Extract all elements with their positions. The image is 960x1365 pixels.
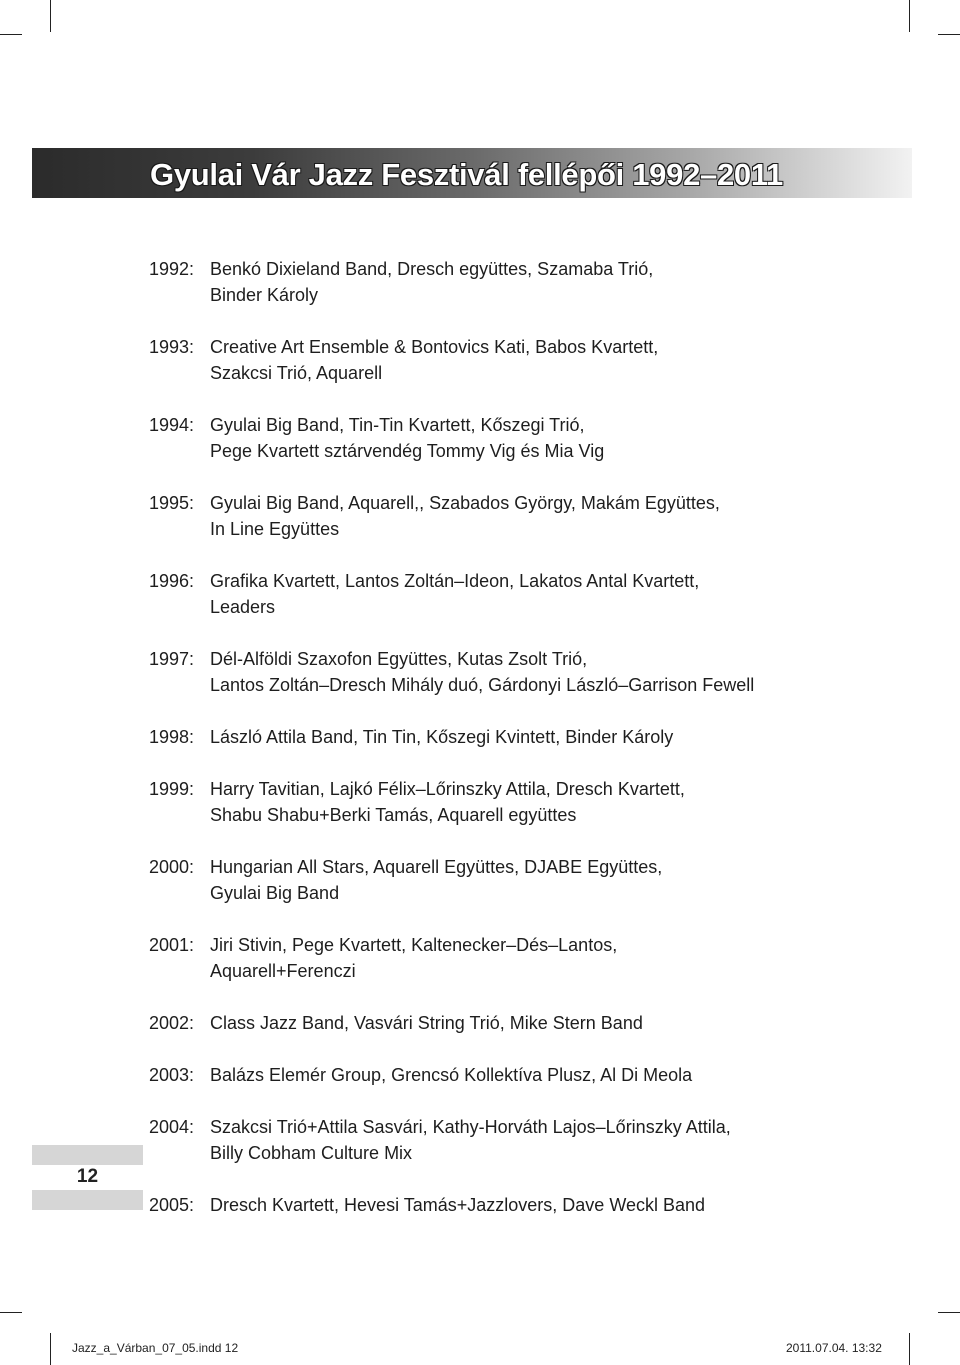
entry-year: 2002: xyxy=(149,1013,195,1033)
year-entry xyxy=(149,490,929,542)
crop-mark-top-left-vertical xyxy=(50,0,51,32)
entry-line: Jiri Stivin, Pege Kvartett, Kaltenecker–Dés–Lantos, xyxy=(210,935,618,955)
entry-line: Hungarian All Stars, Aquarell Együttes, DJABE Együttes, xyxy=(210,857,663,877)
entry-line: Gyulai Big Band, Aquarell,, Szabados György, Makám Együttes, xyxy=(210,493,720,513)
entry-line: Gyulai Big Band xyxy=(210,883,340,903)
year-entry xyxy=(149,1192,929,1218)
year-entry xyxy=(149,568,929,620)
crop-mark-top-right-vertical xyxy=(909,0,910,32)
entry-year: 2005: xyxy=(149,1195,195,1215)
entry-year: 1998: xyxy=(149,727,195,747)
entry-line: Billy Cobham Culture Mix xyxy=(210,1143,413,1163)
entry-line: Aquarell+Ferenczi xyxy=(210,961,356,981)
crop-mark-bottom-right-horizontal xyxy=(938,1312,960,1313)
year-entry xyxy=(149,1114,929,1166)
entry-year: 1993: xyxy=(149,337,195,357)
entry-year: 1995: xyxy=(149,493,195,513)
entry-line: Harry Tavitian, Lajkó Félix–Lőrinszky Attila, Dresch Kvartett, xyxy=(210,779,685,799)
entry-line: Szakcsi Trió+Attila Sasvári, Kathy-Horváth Lajos–Lőrinszky Attila, xyxy=(210,1117,731,1137)
year-entry xyxy=(149,932,929,984)
entry-line: Benkó Dixieland Band, Dresch együttes, Szamaba Trió, xyxy=(210,259,654,279)
entry-line: Balázs Elemér Group, Grencsó Kollektíva Plusz, Al Di Meola xyxy=(210,1065,693,1085)
crop-mark-bottom-left-vertical xyxy=(50,1333,51,1365)
entry-line: Grafika Kvartett, Lantos Zoltán–Ideon, Lakatos Antal Kvartett, xyxy=(210,571,700,591)
year-entry xyxy=(149,1010,929,1036)
entry-year: 1992: xyxy=(149,259,195,279)
entry-year: 1996: xyxy=(149,571,195,591)
entry-year: 1997: xyxy=(149,649,195,669)
entry-year: 2004: xyxy=(149,1117,195,1137)
page-number: 12 xyxy=(76,1166,99,1187)
performer-list xyxy=(149,256,929,1244)
footer-file-slug: Jazz_a_Várban_07_05.indd 12 xyxy=(72,1341,239,1355)
year-entry xyxy=(149,724,929,750)
crop-mark-top-right-horizontal xyxy=(938,34,960,35)
entry-year: 1999: xyxy=(149,779,195,799)
year-entry xyxy=(149,646,929,698)
year-entry xyxy=(149,776,929,828)
entry-line: Lantos Zoltán–Dresch Mihály duó, Gárdonyi László–Garrison Fewell xyxy=(210,675,755,695)
entry-line: Leaders xyxy=(210,597,276,617)
entry-year: 2000: xyxy=(149,857,195,877)
entry-line: Dresch Kvartett, Hevesi Tamás+Jazzlovers, Dave Weckl Band xyxy=(210,1195,706,1215)
entry-line: Dél-Alföldi Szaxofon Együttes, Kutas Zsolt Trió, xyxy=(210,649,588,669)
page-number-bar-bottom xyxy=(32,1190,143,1210)
entry-line: László Attila Band, Tin Tin, Kőszegi Kvintett, Binder Károly xyxy=(210,727,674,747)
page-number-bar-top xyxy=(32,1145,143,1165)
year-entry xyxy=(149,256,929,308)
year-entry xyxy=(149,854,929,906)
entry-line: Creative Art Ensemble & Bontovics Kati, Babos Kvartett, xyxy=(210,337,659,357)
crop-mark-top-left-horizontal xyxy=(0,34,22,35)
page-title: Gyulai Vár Jazz Fesztivál fellépői 1992–2011 xyxy=(150,157,784,192)
entry-line: Szakcsi Trió, Aquarell xyxy=(210,363,383,383)
entry-year: 2001: xyxy=(149,935,195,955)
year-entry xyxy=(149,412,929,464)
year-entry xyxy=(149,334,929,386)
entry-line: Gyulai Big Band, Tin-Tin Kvartett, Kőszegi Trió, xyxy=(210,415,585,435)
entry-line: Binder Károly xyxy=(210,285,319,305)
entry-line: Shabu Shabu+Berki Tamás, Aquarell együttes xyxy=(210,805,577,825)
crop-mark-bottom-left-horizontal xyxy=(0,1312,22,1313)
entry-line: Class Jazz Band, Vasvári String Trió, Mike Stern Band xyxy=(210,1013,643,1033)
entry-line: In Line Együttes xyxy=(210,519,340,539)
entry-line: Pege Kvartett sztárvendég Tommy Vig és Mia Vig xyxy=(210,441,605,461)
year-entry xyxy=(149,1062,929,1088)
footer-date-slug: 2011.07.04. 13:32 xyxy=(786,1341,882,1355)
crop-mark-bottom-right-vertical xyxy=(909,1333,910,1365)
entry-year: 1994: xyxy=(149,415,195,435)
entry-year: 2003: xyxy=(149,1065,195,1085)
